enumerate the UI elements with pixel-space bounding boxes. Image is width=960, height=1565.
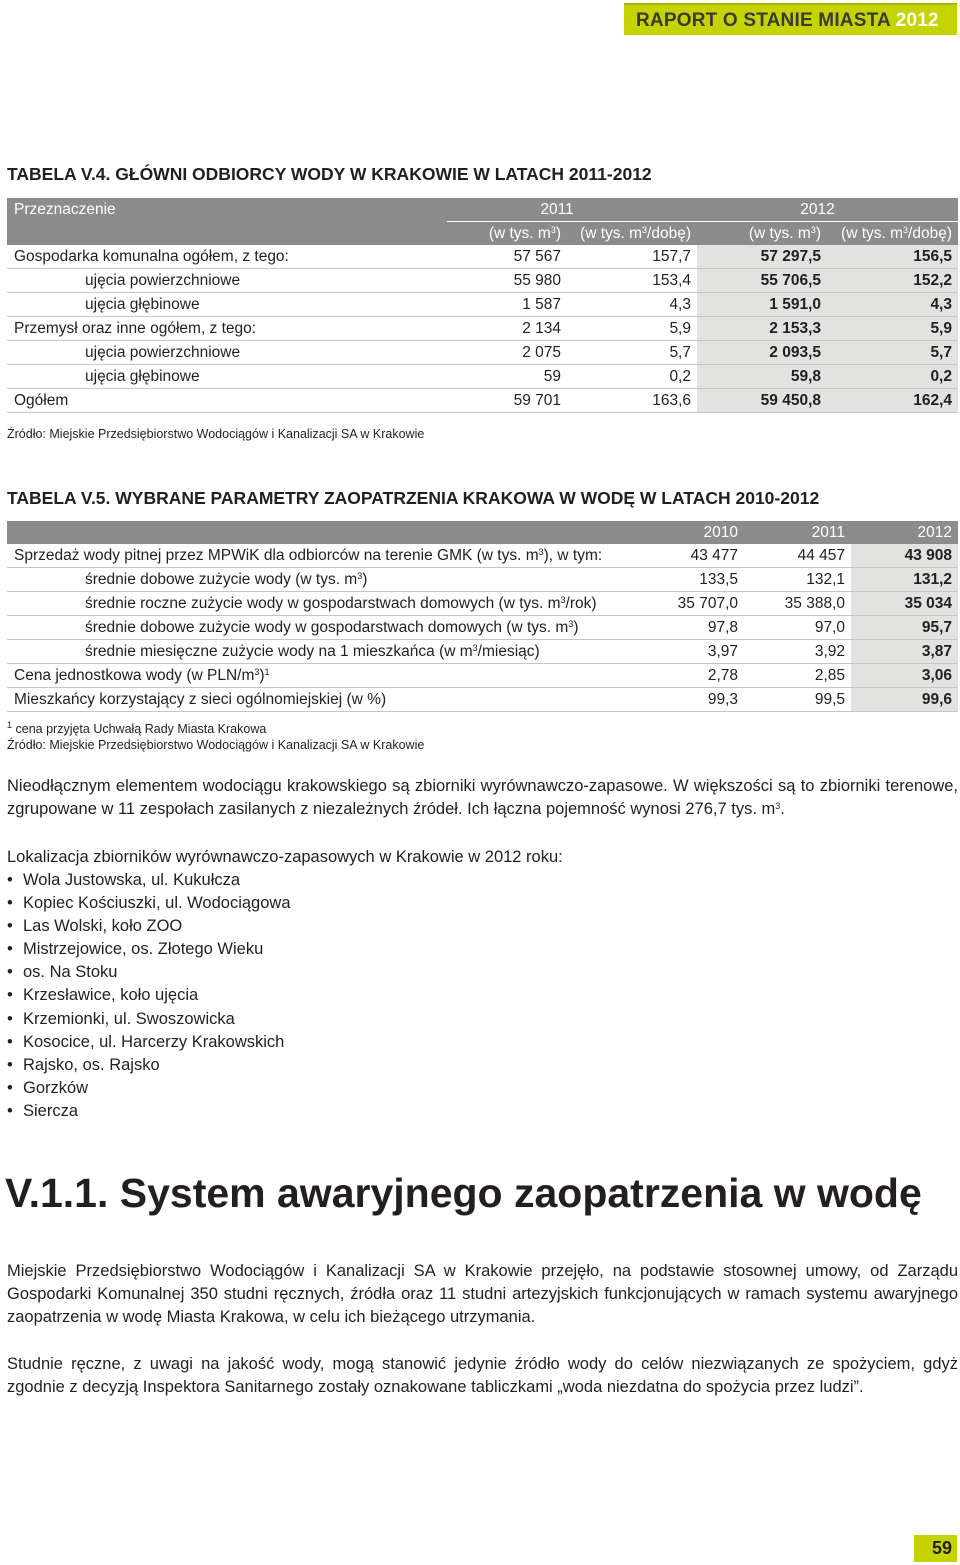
- table-cell: 163,6: [567, 389, 697, 413]
- table-cell: 97,8: [637, 616, 744, 640]
- section-heading: V.1.1. System awaryjnego zaopatrzenia w wodę: [5, 1170, 922, 1216]
- table-row: [7, 317, 958, 341]
- table-row: [7, 664, 958, 688]
- table-v4-col-label: Przeznaczenie: [7, 198, 447, 222]
- table-v5-title: TABELA V.5. WYBRANE PARAMETRY ZAOPATRZENIA KRAKOWA W WODĘ W LATACH 2010-2012: [7, 488, 820, 508]
- table-v4-source: Źródło: Miejskie Przedsiębiorstwo Wodociągów i Kanalizacji SA w Krakowie: [7, 427, 425, 441]
- list-item: • os. Na Stoku: [7, 963, 118, 982]
- table-cell: 99,5: [744, 688, 851, 712]
- table-v5-year-2012: 2012: [851, 521, 958, 544]
- list-item: • Kosocice, ul. Harcerzy Krakowskich: [7, 1032, 285, 1051]
- list-item: • Krzemionki, ul. Swoszowicka: [7, 1009, 235, 1028]
- table-row-label: Gospodarka komunalna ogółem, z tego:: [7, 245, 447, 269]
- reservoir-location-list: [7, 869, 291, 1123]
- table-cell: 156,5: [827, 245, 958, 269]
- table-row-label: ujęcia powierzchniowe: [7, 341, 447, 365]
- list-intro: Lokalizacja zbiorników wyrównawczo-zapasowych w Krakowie w 2012 roku:: [7, 848, 563, 866]
- paragraph-reservoirs: Nieodłącznym elementem wodociągu krakowskiego są zbiorniki wyrównawczo-zapasowe. W większości są to zbiorniki terenowe, zgrupowane w 11 zespołach zasilanych z niezależnych źródeł. Ich łączna pojemność wynosi 276,7 tys. $m^3$.: [7, 777, 958, 818]
- table-row-label: średnie dobowe zużycie wody w gospodarstwach domowych (w tys. $m^3$): [7, 616, 637, 640]
- table-v4-units-row: [7, 222, 958, 246]
- table-v4-unit-cell: (w tys. $m^3/dobę$): [567, 222, 697, 246]
- table-cell: 1 591,0: [697, 293, 827, 317]
- list-item: • Gorzków: [7, 1078, 89, 1097]
- footnote-marker: 1: [264, 666, 270, 677]
- table-cell: 5,7: [567, 341, 697, 365]
- table-v5-source: Źródło: Miejskie Przedsiębiorstwo Wodociągów i Kanalizacji SA w Krakowie: [7, 738, 425, 752]
- table-cell: 57 567: [447, 245, 567, 269]
- table-cell: 157,7: [567, 245, 697, 269]
- table-cell: 35 707,0: [637, 592, 744, 616]
- table-cell: 59 450,8: [697, 389, 827, 413]
- table-cell: 3,06: [851, 664, 958, 688]
- table-cell: 35 034: [851, 592, 958, 616]
- table-cell: 43 908: [851, 544, 958, 568]
- table-cell: 95,7: [851, 616, 958, 640]
- table-row-label: Mieszkańcy korzystający z sieci ogólnomiejskiej (w %): [7, 688, 637, 712]
- table-v4-title: TABELA V.4. GŁÓWNI ODBIORCY WODY W KRAKOWIE W LATACH 2011-2012: [7, 164, 652, 184]
- table-cell: 55 980: [447, 269, 567, 293]
- table-cell: 2,85: [744, 664, 851, 688]
- table-row: [7, 592, 958, 616]
- table-v5-year-2011: 2011: [744, 521, 851, 544]
- table-cell: 35 388,0: [744, 592, 851, 616]
- table-cell: 152,2: [827, 269, 958, 293]
- table-cell: 59,8: [697, 365, 827, 389]
- table-row-label: Cena jednostkowa wody (w PLN/$m^3)^1$: [7, 664, 637, 688]
- table-cell: 99,6: [851, 688, 958, 712]
- table-cell: 133,5: [637, 568, 744, 592]
- table-cell: 5,9: [827, 317, 958, 341]
- table-cell: 2 153,3: [697, 317, 827, 341]
- table-row-label: średnie dobowe zużycie wody (w tys. $m^3$): [7, 568, 637, 592]
- table-v4-unit-cell: (w tys. $m^3$): [697, 222, 827, 246]
- table-row: [7, 269, 958, 293]
- list-item: • Siercza: [7, 1101, 79, 1120]
- table-row: [7, 245, 958, 269]
- table-row-label: ujęcia głębinowe: [7, 293, 447, 317]
- table-row: [7, 640, 958, 664]
- report-header-title-main: RAPORT O STANIE MIASTA: [636, 10, 891, 31]
- table-row: [7, 341, 958, 365]
- table-cell: 5,9: [567, 317, 697, 341]
- list-item: • Wola Justowska, ul. Kukułcza: [7, 871, 241, 889]
- table-row: [7, 365, 958, 389]
- table-v5-header-row: [7, 521, 958, 544]
- table-row: [7, 544, 958, 568]
- table-v5: [7, 521, 958, 712]
- table-cell: 0,2: [567, 365, 697, 389]
- list-item: • Kopiec Kościuszki, ul. Wodociągowa: [7, 894, 291, 913]
- table-cell: 97,0: [744, 616, 851, 640]
- table-cell: 153,4: [567, 269, 697, 293]
- report-header-year: 2012: [895, 10, 939, 31]
- table-cell: 3,92: [744, 640, 851, 664]
- table-cell: 2 093,5: [697, 341, 827, 365]
- table-v4: [7, 198, 958, 413]
- table-v5-footnote: $^1$ cena przyjęta Uchwałą Rady Miasta Krakowa: [7, 720, 267, 736]
- table-row: [7, 688, 958, 712]
- table-cell: 59: [447, 365, 567, 389]
- report-header-band: [624, 3, 957, 35]
- table-row-label: średnie miesięczne zużycie wody na 1 mieszkańca (w $m^3/miesiąc$): [7, 640, 637, 664]
- table-row: [7, 293, 958, 317]
- table-v5-year-2010: 2010: [637, 521, 744, 544]
- paragraph-emergency-system: Miejskie Przedsiębiorstwo Wodociągów i Kanalizacji SA w Krakowie przejęło, na podstawie stosownej umowy, od Zarządu Gospodarki Komunalnej 350 studni ręcznych, źródła oraz 11 studni artezyjskich funkcjonujących w ramach systemu awaryjnego zaopatrzenia w wodę Miasta Krakowa, w celu ich bieżącego utrzymania.: [7, 1262, 958, 1326]
- table-cell: 4,3: [827, 293, 958, 317]
- table-row-label: ujęcia powierzchniowe: [7, 269, 447, 293]
- table-cell: 44 457: [744, 544, 851, 568]
- page-number: 59: [931, 1538, 952, 1558]
- table-cell: 131,2: [851, 568, 958, 592]
- table-cell: 4,3: [567, 293, 697, 317]
- table-cell: 1 587: [447, 293, 567, 317]
- table-v4-year-2011: 2011: [447, 198, 697, 222]
- table-row: [7, 568, 958, 592]
- list-item: • Mistrzejowice, os. Złotego Wieku: [7, 940, 264, 959]
- table-v4-unit-cell: (w tys. $m^3/dobę$): [827, 222, 958, 246]
- table-cell: 2 134: [447, 317, 567, 341]
- table-cell: 2 075: [447, 341, 567, 365]
- list-item: • Las Wolski, koło ZOO: [7, 917, 183, 936]
- table-v4-unit-cell: (w tys. $m^3$): [447, 222, 567, 246]
- table-cell: 57 297,5: [697, 245, 827, 269]
- table-cell: 162,4: [827, 389, 958, 413]
- report-header-title: [636, 10, 939, 32]
- table-row-label: ujęcia głębinowe: [7, 365, 447, 389]
- table-cell: 0,2: [827, 365, 958, 389]
- table-row-label: Sprzedaż wody pitnej przez MPWiK dla odbiorców na terenie GMK (w tys. $m^3$), w tym:: [7, 544, 637, 568]
- page-number-badge: [914, 1535, 957, 1562]
- table-row: [7, 616, 958, 640]
- table-cell: 2,78: [637, 664, 744, 688]
- table-row-label: średnie roczne zużycie wody w gospodarstwach domowych (w tys. $m^3/rok$): [7, 592, 637, 616]
- table-row-label: Ogółem: [7, 389, 447, 413]
- table-cell: 5,7: [827, 341, 958, 365]
- table-cell: 132,1: [744, 568, 851, 592]
- table-v4-year-2012: 2012: [697, 198, 958, 222]
- table-row-total: [7, 389, 958, 413]
- table-cell: 43 477: [637, 544, 744, 568]
- paragraph-hand-wells: Studnie ręczne, z uwagi na jakość wody, mogą stanowić jedynie źródło wody do celów niezwiązanych ze spożyciem, gdyż zgodnie z decyzją Inspektora Sanitarnego zostały oznakowane tabliczkami „woda niezdatna do spożycia przez ludzi”.: [7, 1355, 958, 1396]
- table-v4-header-row: [7, 198, 958, 222]
- list-item: • Krzesławice, koło ujęcia: [7, 986, 199, 1005]
- table-cell: 3,87: [851, 640, 958, 664]
- table-cell: 59 701: [447, 389, 567, 413]
- table-row-label: Przemysł oraz inne ogółem, z tego:: [7, 317, 447, 341]
- table-cell: 99,3: [637, 688, 744, 712]
- table-cell: 55 706,5: [697, 269, 827, 293]
- table-cell: 3,97: [637, 640, 744, 664]
- list-item: • Rajsko, os. Rajsko: [7, 1055, 160, 1074]
